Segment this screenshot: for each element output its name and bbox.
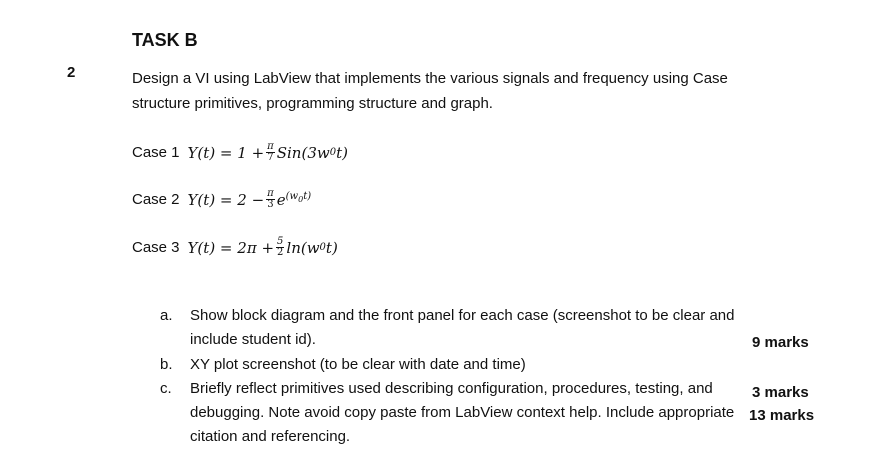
- item-text: Briefly reflect primitives used describing configuration, procedures, testing, and debugging. Note avoid copy paste from LabView context help. Include appropriate citation and referencing.: [190, 380, 735, 445]
- subscript: 0: [329, 147, 337, 158]
- item-letter: c.: [160, 380, 172, 397]
- item-text: Show block diagram and the front panel for each case (screenshot to be clear and include student id).: [190, 307, 735, 348]
- subscript: 0: [298, 195, 304, 204]
- fraction: [266, 142, 275, 163]
- subscript: 0: [319, 242, 326, 253]
- marks-c: 13 marks: [749, 407, 815, 424]
- equation-lhs: Y(t) = 1 +: [187, 143, 265, 162]
- case-label: Case 1: [132, 144, 180, 161]
- marks-a: 9 marks: [752, 334, 809, 351]
- task-title: TASK B: [132, 30, 198, 50]
- fraction-denominator: 2: [277, 247, 284, 258]
- fraction: [276, 237, 284, 258]
- fraction: [266, 189, 275, 210]
- exponent-text: (w: [285, 191, 299, 202]
- fraction-denominator: 7: [267, 152, 274, 163]
- equation-lhs: Y(t) = 2 −: [187, 190, 265, 209]
- case-2-equation: [188, 189, 312, 210]
- marks-b: 3 marks: [752, 384, 809, 401]
- exponent: [286, 191, 311, 204]
- fraction-numerator: π: [267, 188, 274, 199]
- exponent-tail: t): [303, 191, 312, 202]
- case-1: [132, 142, 348, 163]
- item-letter: a.: [160, 307, 173, 324]
- case-label: Case 3: [132, 239, 180, 256]
- question-intro: Design a VI using LabView that implements the various signals and frequency using Case structure primitives, programming structure and graph.: [132, 70, 728, 112]
- equation-function: e: [276, 190, 286, 209]
- item-letter: b.: [160, 356, 173, 373]
- case-label: Case 2: [132, 191, 180, 208]
- question-number: 2: [67, 64, 76, 81]
- item-text: XY plot screenshot (to be clear with date and time): [190, 356, 526, 373]
- fraction-denominator: 3: [267, 199, 274, 210]
- equation-function: Sin(3w: [276, 143, 330, 162]
- equation-function: ln(w: [286, 238, 320, 257]
- equation-tail: t): [336, 143, 348, 162]
- fraction-numerator: π: [267, 141, 274, 152]
- fraction-numerator: 5: [277, 236, 284, 247]
- case-1-equation: [188, 142, 348, 163]
- case-3: [132, 237, 338, 258]
- equation-tail: t): [325, 238, 338, 257]
- case-3-equation: [188, 237, 338, 258]
- equation-lhs: Y(t) = 2π +: [187, 238, 275, 257]
- case-2: [132, 189, 311, 210]
